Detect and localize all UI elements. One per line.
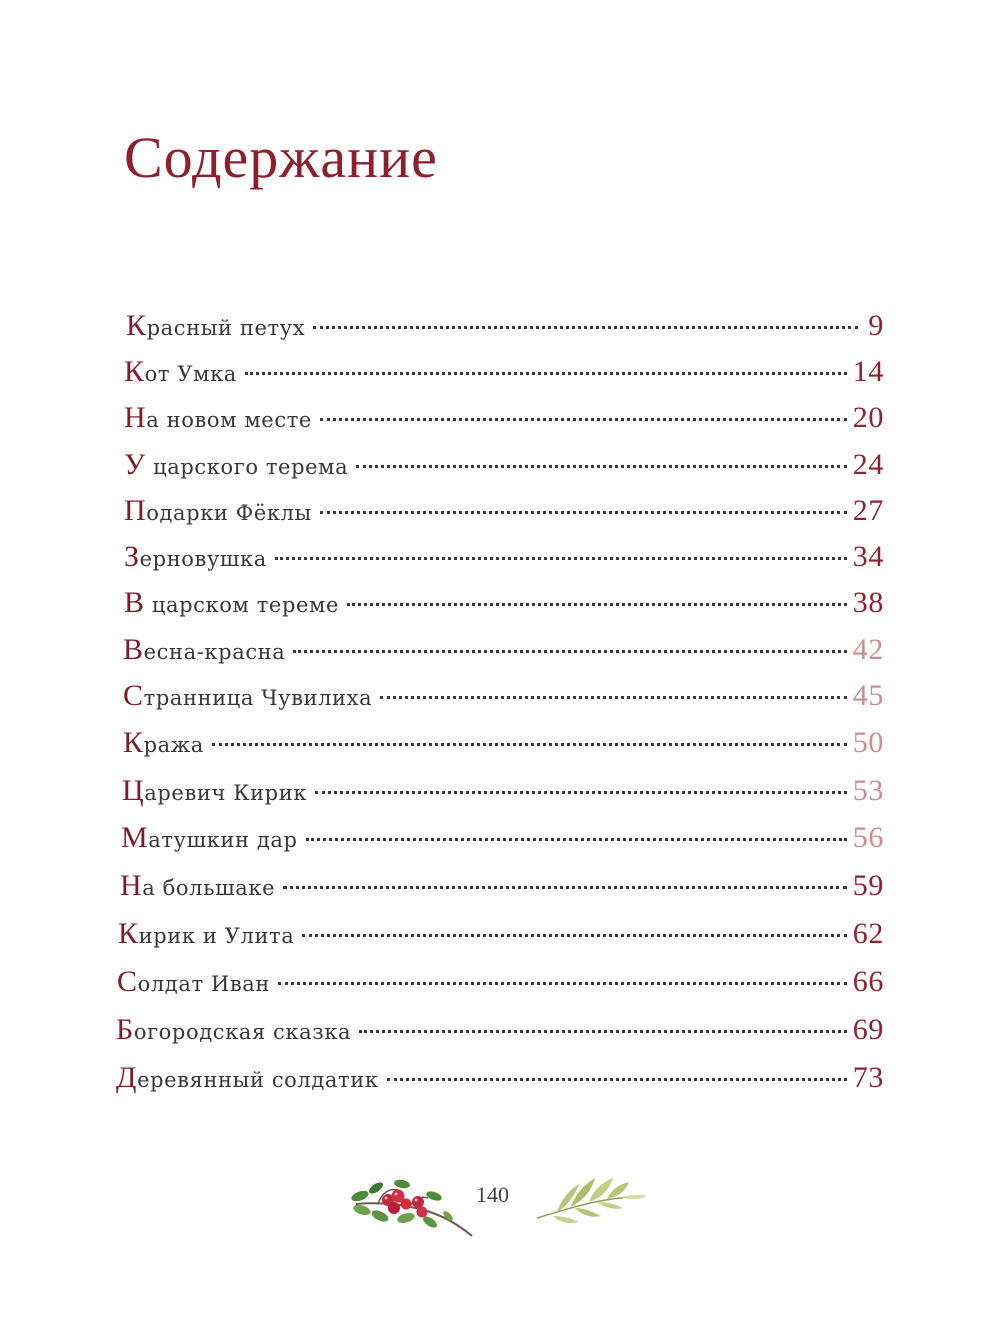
- toc-entry-title: Деревянный солдатик: [116, 1061, 379, 1094]
- toc-entry-title: У царского терема: [124, 448, 349, 481]
- dotted-leader: [306, 838, 847, 841]
- dotted-leader: [275, 557, 847, 560]
- toc-entry-page: 20: [852, 401, 884, 434]
- dotted-leader: [315, 791, 847, 794]
- dotted-leader: [283, 886, 847, 889]
- toc-entry[interactable]: [122, 769, 884, 813]
- toc-entry[interactable]: [120, 864, 884, 908]
- dotted-leader: [313, 326, 858, 329]
- toc-entry[interactable]: [121, 816, 884, 860]
- toc-entry[interactable]: [124, 396, 884, 440]
- page-title: Содержание: [124, 125, 438, 190]
- dotted-leader: [302, 934, 846, 937]
- dotted-leader: [278, 982, 847, 985]
- toc-entry[interactable]: [117, 960, 884, 1004]
- toc-entry-page: 59: [852, 869, 884, 902]
- toc-entry[interactable]: [124, 350, 884, 394]
- toc-entry-title: В царском тереме: [124, 586, 339, 619]
- toc-entry-title: Подарки Фёклы: [124, 494, 312, 527]
- leaf-branch-icon: [535, 1170, 655, 1230]
- toc-entry-page: 45: [852, 679, 884, 712]
- cranberry-sprig-icon: [350, 1174, 475, 1244]
- toc-entry-title: На новом месте: [124, 401, 312, 434]
- toc-entry-title: Зерновушка: [124, 540, 267, 573]
- dotted-leader: [380, 696, 847, 699]
- toc-entry[interactable]: [123, 628, 884, 672]
- toc-entry[interactable]: [124, 489, 884, 533]
- toc-entry[interactable]: [126, 304, 884, 348]
- dotted-leader: [356, 465, 847, 468]
- toc-entry[interactable]: [124, 581, 884, 625]
- toc-entry-page: 62: [852, 917, 884, 950]
- toc-entry-page: 50: [852, 726, 884, 759]
- toc-entry-page: 14: [852, 355, 884, 388]
- toc-entry[interactable]: [116, 1008, 884, 1052]
- toc-entry[interactable]: [123, 674, 884, 718]
- toc-entry-page: 27: [852, 494, 884, 527]
- toc-entry-page: 38: [852, 586, 884, 619]
- toc-entry[interactable]: [123, 721, 884, 765]
- toc-entry-page: 42: [852, 633, 884, 666]
- toc-entry-page: 66: [852, 965, 884, 998]
- toc-entry-title: На большаке: [120, 869, 276, 902]
- toc-entry[interactable]: [116, 1056, 884, 1100]
- toc-entry-page: 24: [852, 448, 884, 481]
- toc-entry[interactable]: [124, 535, 884, 579]
- toc-entry[interactable]: [118, 912, 884, 956]
- dotted-leader: [245, 372, 847, 375]
- dotted-leader: [212, 743, 847, 746]
- toc-entry-page: 53: [852, 774, 884, 807]
- toc-entry-title: Царевич Кирик: [122, 774, 308, 807]
- toc-entry-page: 56: [852, 821, 884, 854]
- dotted-leader: [293, 650, 846, 653]
- dotted-leader: [320, 418, 847, 421]
- toc-entry-page: 34: [852, 540, 884, 573]
- toc-entry-title: Странница Чувилиха: [123, 679, 373, 712]
- toc-entry-title: Красный петух: [126, 309, 306, 342]
- toc-entry-title: Солдат Иван: [117, 965, 271, 998]
- toc-entry[interactable]: [124, 443, 884, 487]
- page-footer: [350, 1162, 660, 1252]
- toc-entry-title: Кот Умка: [124, 355, 237, 388]
- dotted-leader: [347, 603, 847, 606]
- toc-entry-title: Кирик и Улита: [118, 917, 295, 950]
- dotted-leader: [359, 1030, 847, 1033]
- dotted-leader: [320, 511, 847, 514]
- toc-entry-title: Богородская сказка: [116, 1013, 352, 1046]
- toc-entry-page: 73: [852, 1061, 884, 1094]
- dotted-leader: [387, 1078, 847, 1081]
- toc-entry-page: 9: [868, 309, 884, 342]
- toc-entry-page: 69: [852, 1013, 884, 1046]
- toc-entry-title: Матушкин дар: [121, 821, 298, 854]
- toc-entry-title: Весна-красна: [123, 633, 286, 666]
- page-number: 140: [476, 1182, 509, 1207]
- toc-entry-title: Кража: [123, 726, 204, 759]
